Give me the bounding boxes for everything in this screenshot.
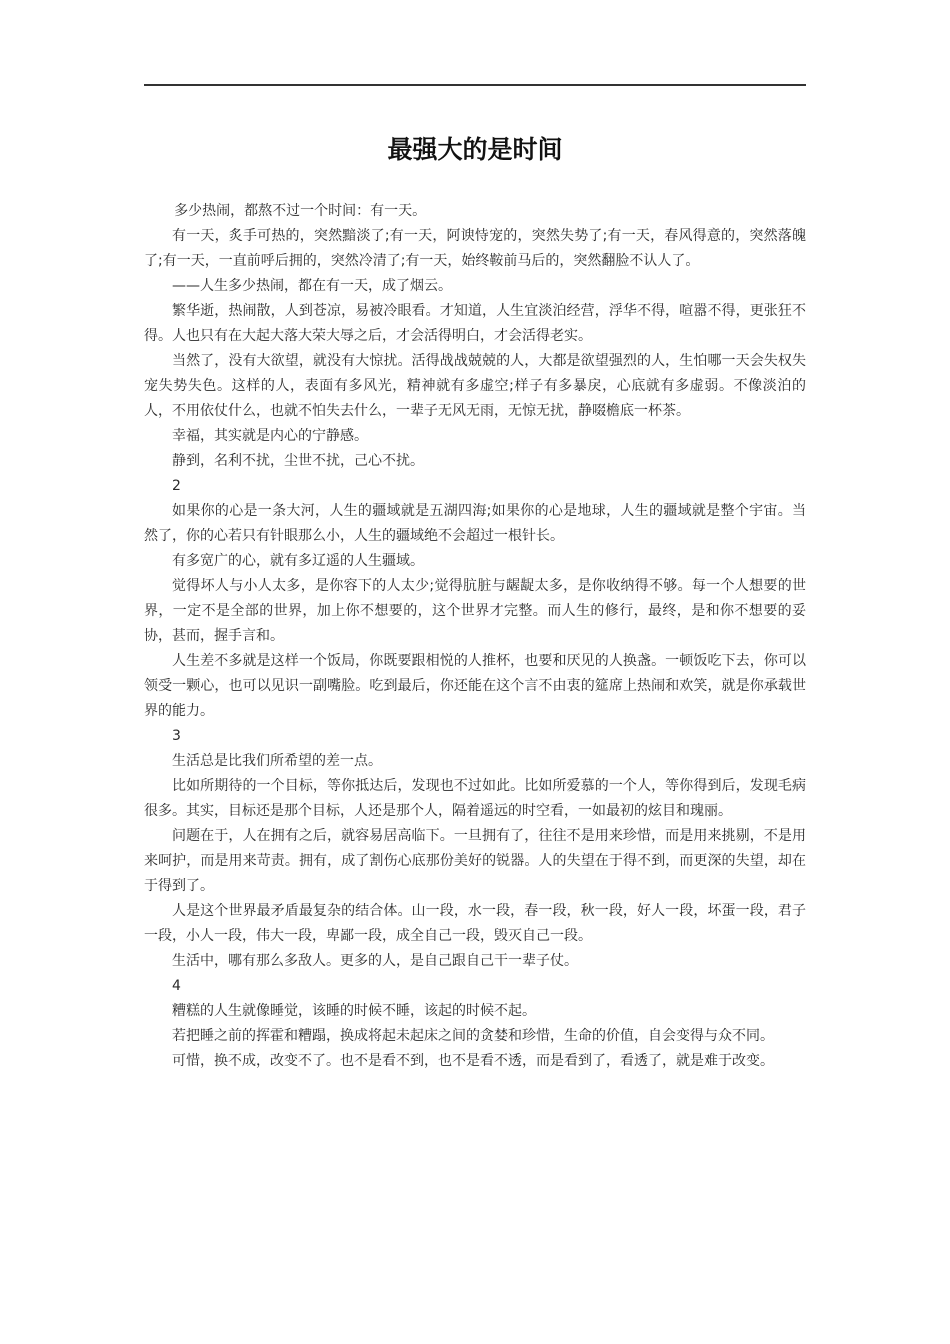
section-number: 2: [172, 478, 181, 494]
paragraph: 若把睡之前的挥霍和糟蹋，换成将起未起床之间的贪婪和珍惜，生命的价值，自会变得与众不同。: [172, 1028, 774, 1044]
paragraph: 觉得坏人与小人太多，是你容下的人太少;觉得肮脏与龌龊太多，是你收纳得不够。每一个人想要的世界，一定不是全部的世界，加上你不想要的，这个世界才完整。而人生的修行，最终，是和你不想要的妥协，甚而，握手言和。: [144, 578, 806, 644]
paragraph: 人是这个世界最矛盾最复杂的结合体。山一段，水一段，春一段，秋一段，好人一段，坏蛋一段，君子一段，小人一段，伟大一段，卑鄙一段，成全自己一段，毁灭自己一段。: [144, 903, 806, 944]
section-number: 3: [172, 728, 181, 744]
paragraph: 生活总是比我们所希望的差一点。: [172, 753, 382, 769]
paragraph: 糟糕的人生就像睡觉，该睡的时候不睡，该起的时候不起。: [172, 1003, 536, 1019]
document-body: [144, 199, 806, 1074]
paragraph: 人生差不多就是这样一个饭局，你既要跟相悦的人推杯，也要和厌见的人换盏。一顿饭吃下去，你可以领受一颗心，也可以见识一副嘴脸。吃到最后，你还能在这个言不由衷的筵席上热闹和欢笑，就是你承载世界的能力。: [144, 653, 806, 719]
paragraph: 幸福，其实就是内心的宁静感。: [172, 428, 368, 444]
paragraph: 静到，名利不扰，尘世不扰，己心不扰。: [172, 453, 424, 469]
paragraph: 如果你的心是一条大河，人生的疆域就是五湖四海;如果你的心是地球，人生的疆域就是整个宇宙。当然了，你的心若只有针眼那么小，人生的疆域绝不会超过一根针长。: [144, 503, 806, 544]
paragraph: 当然了，没有大欲望，就没有大惊扰。活得战战兢兢的人，大都是欲望强烈的人，生怕哪一天会失权失宠失势失色。这样的人，表面有多风光，精神就有多虚空;样子有多暴戾，心底就有多虚弱。不像淡泊的人，不用依仗什么，也就不怕失去什么，一辈子无风无雨，无惊无扰，静啜檐底一杯茶。: [144, 353, 806, 419]
paragraph: 可惜，换不成，改变不了。也不是看不到，也不是看不透，而是看到了，看透了，就是难于改变。: [172, 1053, 774, 1069]
paragraph: ——人生多少热闹，都在有一天，成了烟云。: [172, 278, 452, 294]
section-number: 4: [172, 978, 181, 994]
top-divider: [144, 84, 806, 86]
paragraph: 问题在于，人在拥有之后，就容易居高临下。一旦拥有了，往往不是用来珍惜，而是用来挑剔，不是用来呵护，而是用来苛责。拥有，成了割伤心底那份美好的锐器。人的失望在于得不到，而更深的失望，却在于得到了。: [144, 828, 806, 894]
document-title: 最强大的是时间: [387, 135, 563, 164]
paragraph: 生活中，哪有那么多敌人。更多的人，是自己跟自己干一辈子仗。: [172, 953, 578, 969]
paragraph: 比如所期待的一个目标，等你抵达后，发现也不过如此。比如所爱慕的一个人，等你得到后，发现毛病很多。其实，目标还是那个目标，人还是那个人，隔着遥远的时空看，一如最初的炫目和瑰丽。: [144, 778, 806, 819]
paragraph: 有多宽广的心，就有多辽遥的人生疆域。: [172, 553, 424, 569]
paragraph: 多少热闹，都熬不过一个时间：有一天。: [174, 203, 427, 219]
paragraph: 有一天，炙手可热的，突然黯淡了;有一天，阿谀恃宠的，突然失势了;有一天，春风得意的，突然落魄了;有一天，一直前呼后拥的，突然冷清了;有一天，始终鞍前马后的，突然翻脸不认人了。: [144, 228, 806, 269]
paragraph: 繁华逝，热闹散，人到苍凉，易被冷眼看。才知道，人生宜淡泊经营，浮华不得，喧嚣不得，更张狂不得。人也只有在大起大落大荣大辱之后，才会活得明白，才会活得老实。: [144, 303, 806, 344]
